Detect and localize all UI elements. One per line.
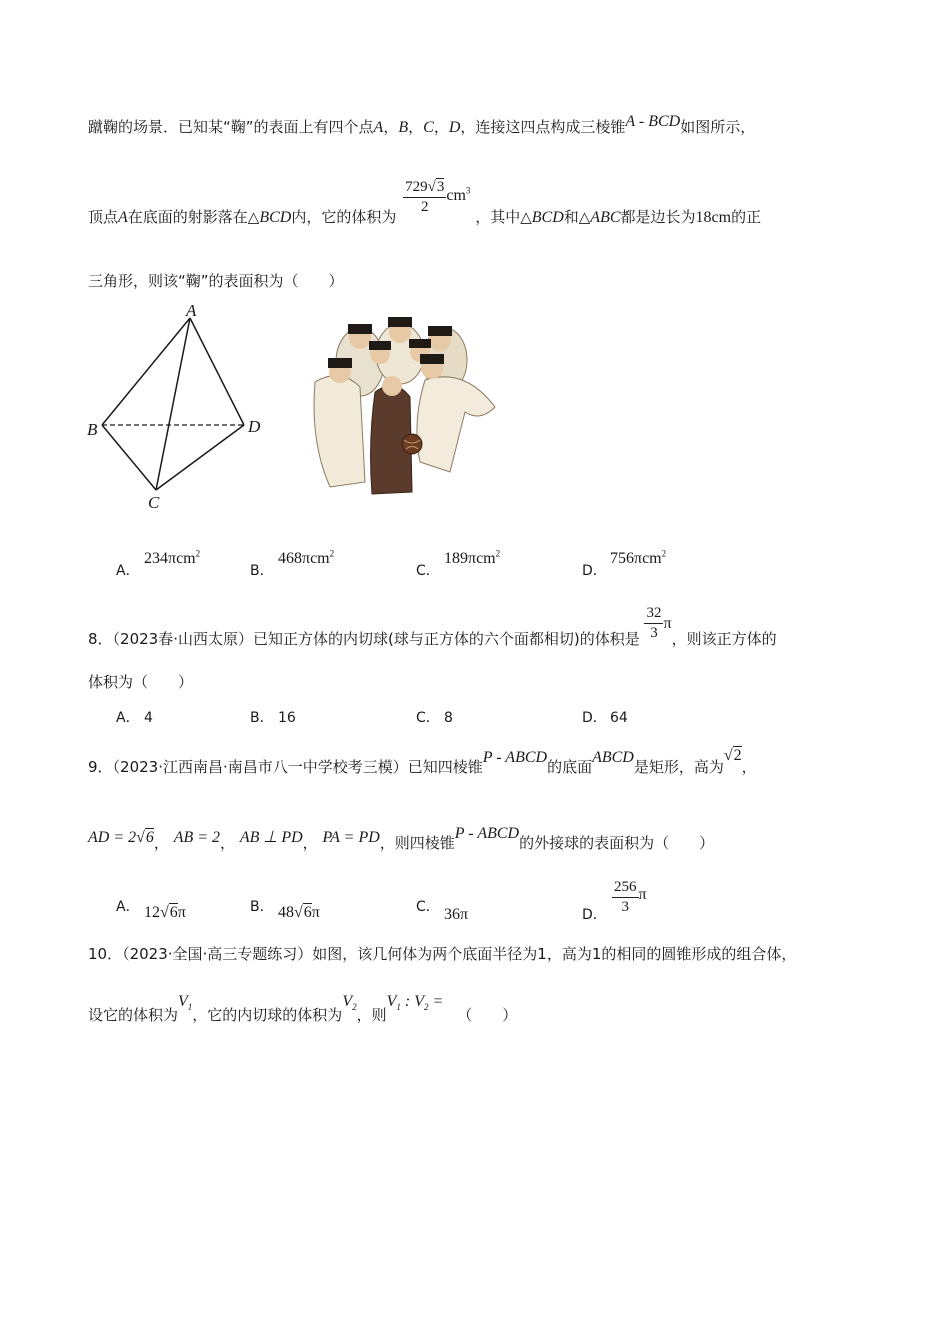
cuju-painting-image [300, 312, 505, 502]
q8-option-b[interactable]: B． 16 [250, 710, 296, 726]
q9-cond-perp: AB ⊥ PD [239, 829, 303, 846]
q9-option-a[interactable]: A． 12√6π [116, 899, 186, 921]
q7-option-b[interactable]: B．468πcm$^2$ [250, 548, 335, 579]
q7-option-a[interactable]: A．234πcm$^2$ [116, 548, 201, 579]
q10-v1: $V_1$ [178, 993, 193, 1013]
label-b: B [87, 420, 98, 439]
q7-volume-fraction: $\frac{729√3}{2}$ [405, 179, 445, 215]
q8-fraction: $\frac{32}{3}$ [646, 605, 662, 641]
q9-height: √2 [723, 747, 742, 764]
edge-bc [102, 425, 156, 490]
q9-option-d[interactable]: D． $\frac{256}{3}$ π [582, 879, 647, 924]
q8-option-d[interactable]: D． 64 [582, 710, 628, 726]
q9-line-1: 9．（2023·江西南昌·南昌市八一中学校考三模）已知四棱锥P - ABCD的底面ABCD是矩形，高为√2， [88, 747, 757, 776]
q9-line-2: AD = 2√6， AB = 2， AB ⊥ PD， PA = PD，则四棱锥P - ABCD的外接球的表面积为（ ） [88, 825, 715, 852]
q10-line-2: 设它的体积为$V_1$，它的内切球的体积为$V_2$，则$V_1$ : $V_2$ =（ ） [88, 993, 518, 1024]
q7-option-c[interactable]: C．189πcm$^2$ [416, 548, 501, 579]
q9-option-c[interactable]: C． 36π [416, 899, 469, 923]
q10-v2: $V_2$ [342, 993, 357, 1013]
edge-ac [156, 318, 190, 490]
label-d: D [248, 417, 261, 436]
q7-line-3: 三角形，则该“鞠”的表面积为（ ） [88, 272, 344, 290]
q7-option-d[interactable]: D．756πcm$^2$ [582, 548, 667, 579]
q8-line-2: 体积为（ ） [88, 673, 194, 691]
q9-option-b[interactable]: B． 48√6π [250, 899, 320, 921]
q8-line-1: 8．（2023春·山西太原）已知正方体的内切球(球与正方体的六个面都相切)的体积是 $\frac{32}{3}$ π，则该正方体的 [88, 605, 777, 648]
q8-option-a[interactable]: A． 4 [116, 710, 153, 726]
tetrahedron-figure [84, 300, 274, 515]
q8-option-c[interactable]: C． 8 [416, 710, 453, 726]
edge-ab [102, 318, 190, 425]
q7-pyramid: A - BCD [625, 113, 681, 130]
label-a: A [186, 301, 197, 320]
q9-cond-ab: AB = 2 [173, 829, 221, 846]
q7-volume-unit: $cm^3$ [446, 185, 471, 204]
edge-cd [156, 425, 244, 490]
q10-ratio: $V_1$ : $V_2$ = [386, 993, 444, 1013]
label-c: C [148, 493, 160, 512]
q9-cond-pa: PA = PD [322, 829, 380, 846]
q9-cond-ad: AD = 2√6 [88, 829, 154, 846]
edge-ad [190, 318, 244, 425]
q10-line-1: 10．（2023·全国·高三专题练习）如图，该几何体为两个底面半径为1，高为1的相同的圆锥形成的组合体， [88, 945, 797, 963]
q7-line-2: 顶点A在底面的射影落在△BCD内，它的体积为 $\frac{729√3}{2}$ $cm^3$ ，其中△BCD和△ABC都是边长为18cm的正 [88, 179, 762, 226]
q7-line-1: 蹴鞠的场景．已知某“鞠”的表面上有四个点A，B，C，D，连接这四点构成三棱锥A - BCD如图所示， [88, 113, 756, 136]
